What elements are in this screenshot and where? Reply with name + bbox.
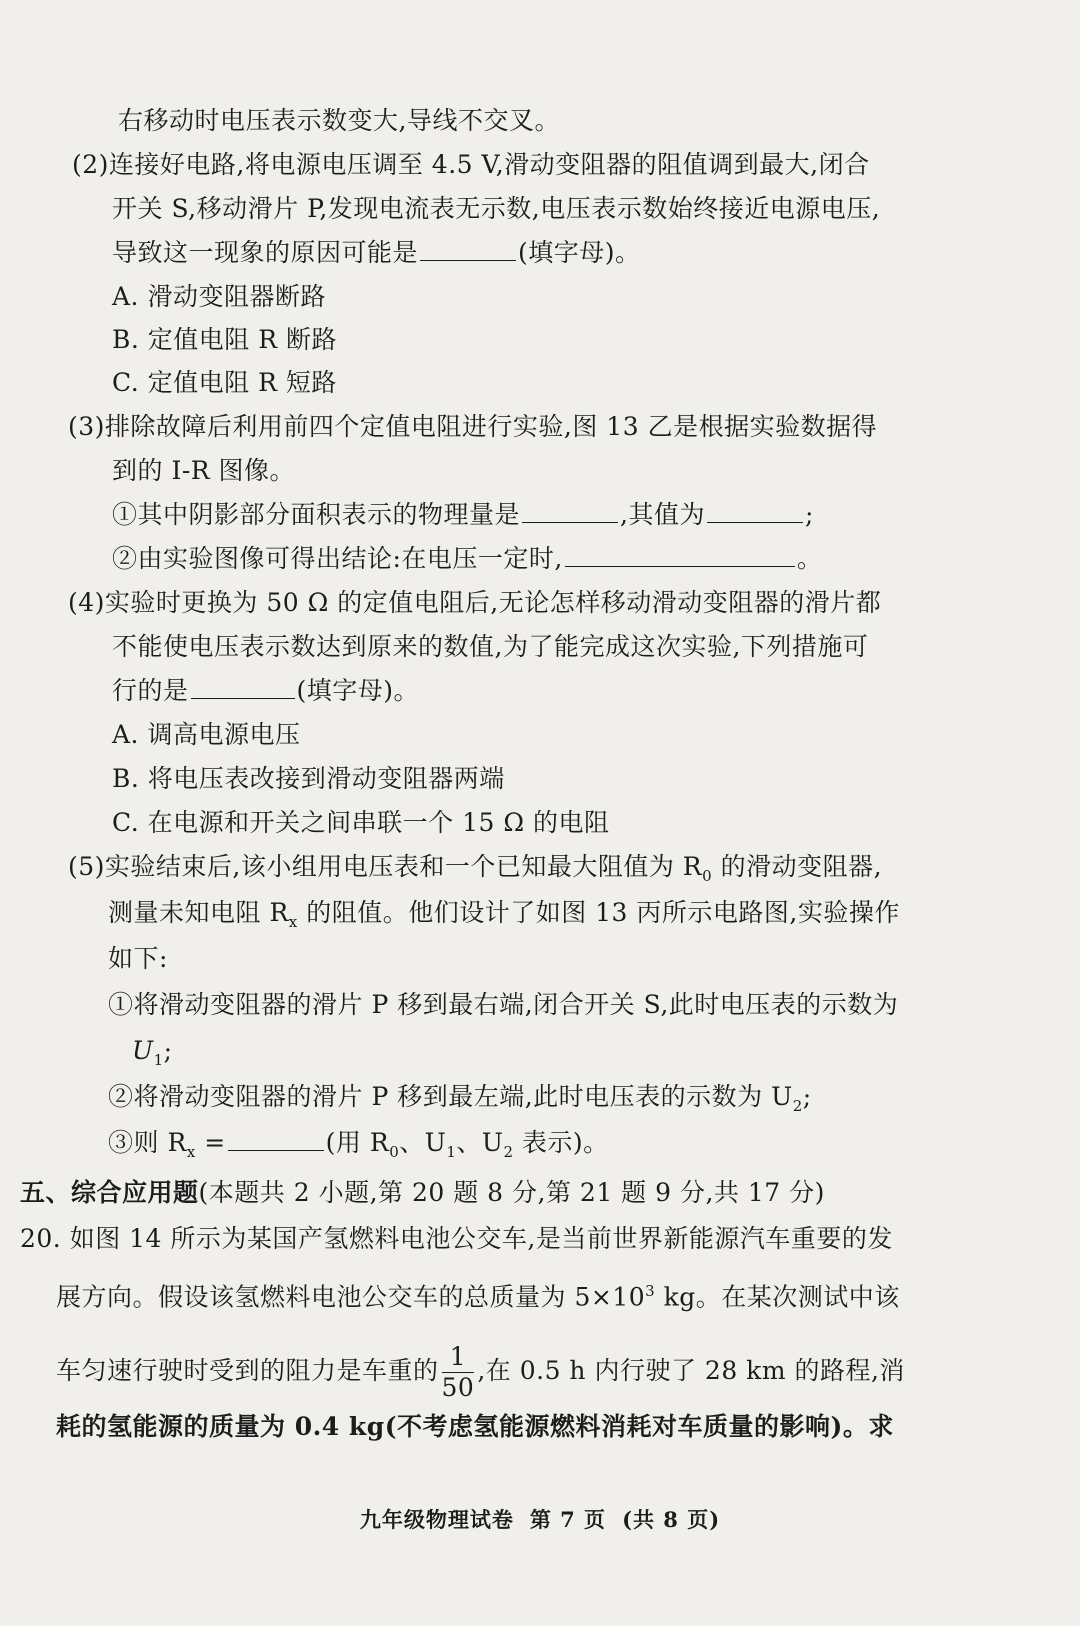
question-20-line: 20. 如图 14 所示为某国产氢燃料电池公交车,是当前世界新能源汽车重要的发: [20, 1224, 893, 1253]
text-span: 、U: [399, 1128, 447, 1157]
text-line: [108, 898, 900, 937]
section-info: (本题共 2 小题,第 20 题 8 分,第 21 题 9 分,共 17 分): [198, 1178, 825, 1207]
text-span: 测量未知电阻 R: [108, 898, 289, 927]
subscript: 2: [792, 1097, 803, 1115]
text-span: 表示)。: [513, 1128, 609, 1157]
text-span: kg。在某次测试中该: [655, 1282, 900, 1312]
subscript: 0: [702, 867, 713, 885]
question-4-line: (4)实验时更换为 50 Ω 的定值电阻后,无论怎样移动滑动变阻器的滑片都: [68, 588, 882, 617]
text-line: [112, 544, 822, 574]
subscript: x: [186, 1143, 196, 1161]
answer-blank[interactable]: [522, 500, 618, 523]
text-line: 到的 I-R 图像。: [112, 456, 296, 485]
text-span: (填字母)。: [518, 238, 641, 267]
question-3-line: (3)排除故障后利用前四个定值电阻进行实验,图 13 乙是根据实验数据得: [68, 412, 878, 441]
answer-blank[interactable]: [420, 238, 516, 261]
page-footer: [0, 1504, 1080, 1534]
text-span: 行的是: [112, 676, 189, 705]
text-line: [56, 1276, 900, 1312]
footer-total-pages: (共 8 页): [622, 1507, 721, 1532]
text-span: (填字母)。: [296, 676, 420, 705]
text-line: [112, 676, 419, 706]
section-heading: [20, 1178, 825, 1208]
text-span: (5)实验结束后,该小组用电压表和一个已知最大阻值为 R: [68, 852, 703, 881]
text-line: [112, 500, 814, 530]
text-span: ,在 0.5 h 内行驶了 28 km 的路程,消: [477, 1356, 905, 1385]
text-line: 不能使电压表示数达到原来的数值,为了能完成这次实验,下列措施可: [112, 632, 869, 661]
subscript: x: [288, 913, 298, 931]
text-line: [108, 1128, 609, 1167]
text-line: [112, 238, 641, 268]
text-line: [56, 1340, 905, 1403]
question-5-line: [68, 852, 882, 891]
text-line: [132, 1036, 173, 1075]
fraction: [442, 1342, 475, 1403]
text-line: 开关 S,移动滑片 P,发现电流表无示数,电压表示数始终接近电源电压,: [112, 194, 881, 223]
subscript: 1: [153, 1051, 164, 1069]
text-span: ②将滑动变阻器的滑片 P 移到最左端,此时电压表的示数为 U: [108, 1082, 793, 1111]
text-span: (用 R: [325, 1128, 390, 1157]
text-span: ;: [802, 1082, 812, 1111]
option-c: C. 在电源和开关之间串联一个 15 Ω 的电阻: [112, 808, 610, 837]
text-span: ①其中阴影部分面积表示的物理量是: [112, 500, 521, 529]
option-a: A. 滑动变阻器断路: [112, 282, 326, 311]
answer-blank[interactable]: [191, 676, 295, 699]
text-span: 导致这一现象的原因可能是: [112, 238, 419, 267]
superscript: 3: [645, 1282, 656, 1300]
footer-page-number: 第 7 页: [529, 1507, 607, 1532]
subscript: 1: [446, 1143, 457, 1161]
option-b: B. 定值电阻 R 断路: [112, 325, 337, 354]
text-line: 耗的氢能源的质量为 0.4 kg(不考虑氢能源燃料消耗对车质量的影响)。求: [56, 1412, 894, 1441]
text-line: 右移动时电压表示数变大,导线不交叉。: [118, 106, 560, 135]
text-span: 、U: [456, 1128, 504, 1157]
text-span: ③则 R: [108, 1128, 187, 1157]
text-span: 的滑动变阻器,: [712, 852, 883, 881]
fraction-numerator: 1: [442, 1342, 475, 1373]
answer-blank[interactable]: [228, 1128, 324, 1151]
section-title: 五、综合应用题: [20, 1178, 199, 1207]
option-a: A. 调高电源电压: [112, 720, 301, 749]
text-span: 的阻值。他们设计了如图 13 丙所示电路图,实验操作: [297, 898, 900, 927]
text-line: ①将滑动变阻器的滑片 P 移到最右端,闭合开关 S,此时电压表的示数为: [108, 990, 899, 1019]
variable: U: [132, 1036, 154, 1065]
text-span: 展方向。假设该氢燃料电池公交车的总质量为 5×10: [56, 1282, 646, 1312]
text-span: ,其值为: [620, 500, 705, 529]
text-line: 如下:: [108, 944, 168, 973]
text-line: [108, 1082, 812, 1121]
text-span: ;: [804, 500, 814, 529]
footer-subject: 九年级物理试卷: [359, 1507, 514, 1532]
text-span: 车匀速行驶时受到的阻力是车重的: [56, 1356, 439, 1385]
text-span: ;: [163, 1036, 173, 1065]
subscript: 2: [503, 1143, 514, 1161]
fraction-denominator: 50: [441, 1373, 475, 1402]
option-b: B. 将电压表改接到滑动变阻器两端: [112, 764, 505, 793]
option-c: C. 定值电阻 R 短路: [112, 368, 337, 397]
text-span: =: [195, 1128, 226, 1157]
answer-blank[interactable]: [565, 544, 795, 567]
text-span: 。: [796, 544, 823, 573]
answer-blank[interactable]: [707, 500, 803, 523]
question-2-line: (2)连接好电路,将电源电压调至 4.5 V,滑动变阻器的阻值调到最大,闭合: [72, 150, 870, 179]
subscript: 0: [389, 1143, 400, 1161]
text-span: ②由实验图像可得出结论:在电压一定时,: [112, 544, 563, 573]
